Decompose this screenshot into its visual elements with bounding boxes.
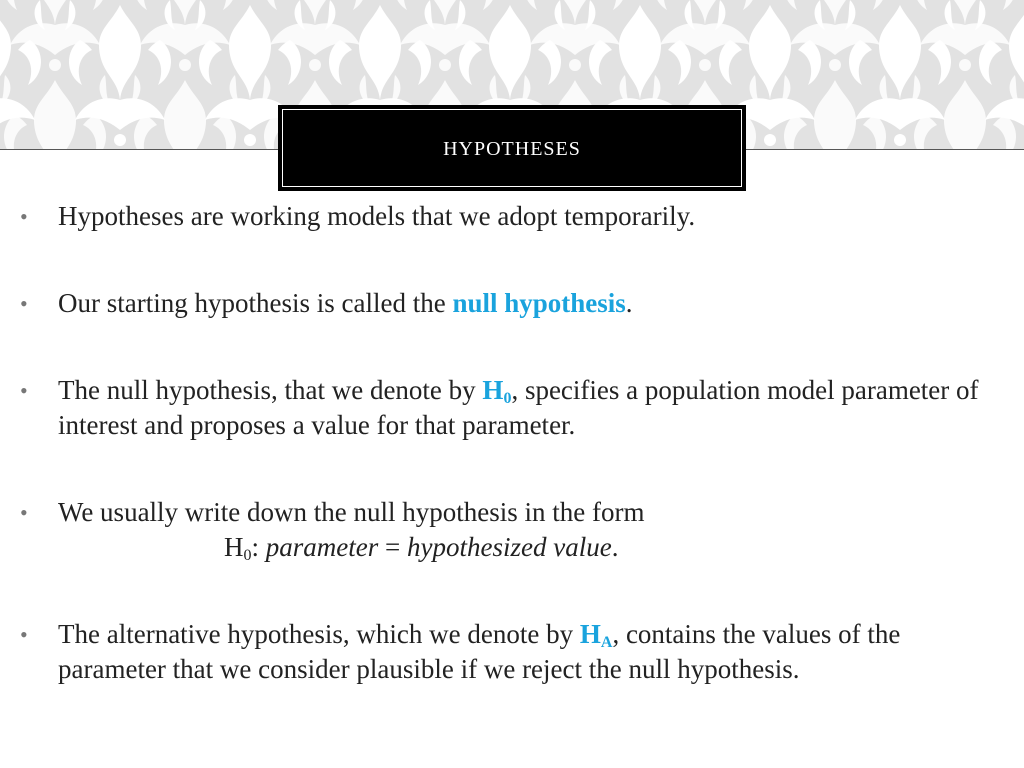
bullet-3 <box>20 373 1010 443</box>
formula-lhs: parameter <box>265 532 379 562</box>
h0-subscript: 0 <box>503 390 512 407</box>
slide-title: HYPOTHESES <box>443 138 581 160</box>
bullet-1-text: Hypotheses are working models that we adopt temporarily. <box>58 201 696 231</box>
formula-rhs: hypothesized value <box>406 532 612 562</box>
ha-letter: H <box>579 619 601 649</box>
bullet-4-text: We usually write down the null hypothesis in the form <box>58 497 645 527</box>
bullet-2-pre: Our starting hypothesis is called the <box>58 288 453 318</box>
h0-letter: H <box>482 375 504 405</box>
null-hypothesis-formula <box>58 530 1010 565</box>
ha-symbol <box>580 619 613 649</box>
bullet-2-post: . <box>625 288 633 318</box>
slide-content <box>20 199 1010 739</box>
formula-symbol: H <box>224 532 244 562</box>
null-hypothesis-term: null hypothesis <box>452 288 626 318</box>
h0-symbol <box>482 375 511 405</box>
bullet-3-pre: The null hypothesis, that we denote by <box>58 375 483 405</box>
title-box <box>278 105 746 191</box>
bullet-5-pre: The alternative hypothesis, which we denote by <box>58 619 580 649</box>
bullet-2 <box>20 286 1010 321</box>
bullet-5-post: , contains the values of the parameter that we consider plausible if we reject the null hypothesis. <box>58 619 901 684</box>
formula-end: . <box>611 532 619 562</box>
bullet-1 <box>20 199 1010 234</box>
formula-subscript: 0 <box>243 547 252 564</box>
formula-equals: = <box>378 532 407 562</box>
bullet-3-post: , specifies a population model parameter of interest and proposes a value for that parameter. <box>58 375 979 440</box>
bullet-5 <box>20 617 1010 687</box>
ha-subscript: A <box>600 634 613 651</box>
formula-colon: : <box>251 532 266 562</box>
bullet-4 <box>20 495 1010 565</box>
